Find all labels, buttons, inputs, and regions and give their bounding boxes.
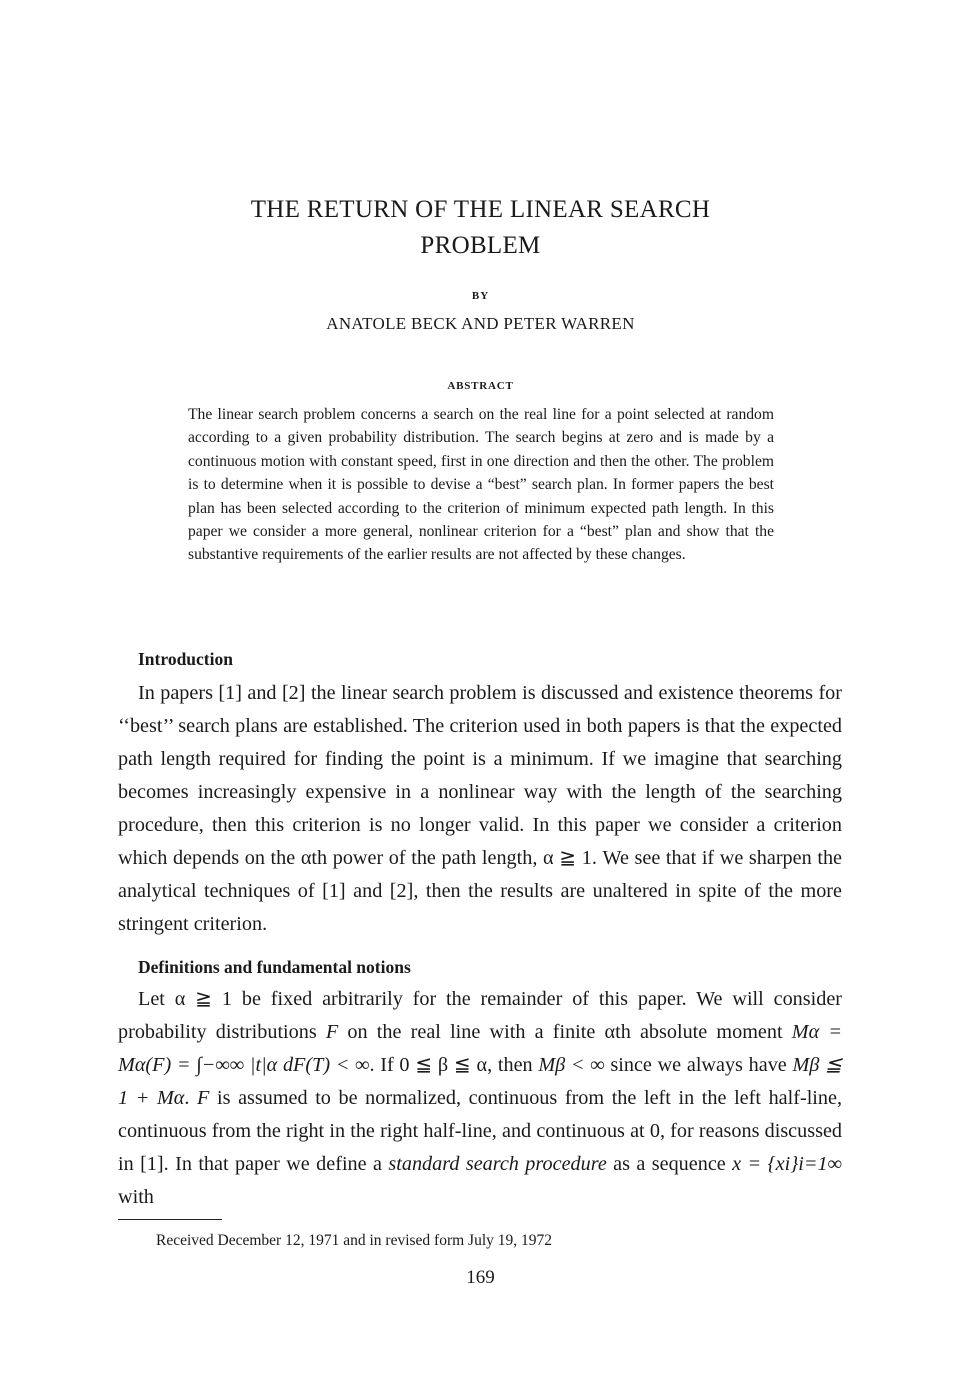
definitions-heading: Definitions and fundamental notions	[138, 957, 411, 977]
inequality-formula: Mβ ≦ 1 + Mα	[118, 1054, 842, 1109]
by-label: BY	[471, 290, 490, 302]
introduction-heading: Introduction	[138, 649, 233, 669]
abstract-heading: ABSTRACT	[447, 380, 514, 392]
definitions-section	[118, 983, 842, 1214]
definitions-text-3: . If 0 ≦ β ≦ α, then	[369, 1054, 539, 1076]
footnote-rule	[118, 1219, 222, 1220]
sequence-formula: x = {xi}i=1∞	[732, 1153, 842, 1175]
footnote: Received December 12, 1971 and in revised form July 19, 1972	[156, 1232, 553, 1249]
introduction-section	[118, 677, 842, 941]
abstract-text: The linear search problem concerns a search on the real line for a point selected at random according to a given probability distribution. The search begins at zero and is made by a continuous motion with constant speed, first in one direction and then the other. The problem is to determine when it is possible to devise a “best” search plan. In former papers the best plan has been selected according to the criterion of minimum expected path length. In this paper we consider a more general, nonlinear criterion for a “best” plan and show that the substantive requirements of the earlier results are not affected by these changes.	[188, 406, 774, 564]
definitions-text-6: is assumed to be normalized, continuous from the left in the left half-line, continuous from the right in the right half-line, and continuous at 0, for reasons discussed in [1]. In that paper we define a	[118, 1087, 843, 1175]
standard-search-procedure-term: standard search procedure	[388, 1153, 607, 1175]
definitions-text-8: with	[118, 1186, 154, 1208]
introduction-paragraph: In papers [1] and [2] the linear search problem is discussed and existence theorems for ‘‘best’’ search plans are established. The criterion used in both papers is that the expected path length required for finding the point is a minimum. If we imagine that searching becomes increasingly expensive in a nonlinear way with the length of the searching procedure, then this criterion is no longer valid. In this paper we consider a criterion which depends on the αth power of the path length, α ≧ 1. We see that if we sharpen the analytical techniques of [1] and [2], then the results are unaltered in spite of the more stringent criterion.	[118, 682, 842, 935]
paper-title-line-2: PROBLEM	[420, 232, 541, 259]
page-number: 169	[466, 1267, 495, 1288]
definitions-text-1: Let α ≧ 1 be fixed arbitrarily for the remainder of this paper. We will consider probability distributions	[118, 988, 842, 1043]
abstract	[188, 403, 774, 567]
variable-f: F	[325, 1021, 339, 1043]
paper-title-line-1: THE RETURN OF THE LINEAR SEARCH	[250, 196, 711, 223]
authors: ANATOLE BECK AND PETER WARREN	[326, 314, 635, 333]
variable-f-2: F	[197, 1087, 210, 1109]
definitions-text-4: since we always have	[604, 1054, 793, 1076]
moment-formula: Mα = Mα(F) = ∫−∞∞ |t|α dF(T) < ∞	[118, 1021, 842, 1076]
definitions-text-5: .	[184, 1087, 198, 1109]
definitions-paragraph	[118, 983, 842, 1214]
m-beta-formula: Mβ < ∞	[538, 1054, 605, 1076]
definitions-text-7: as a sequence	[606, 1153, 733, 1175]
definitions-text-2: on the real line with a finite αth absolute moment	[338, 1021, 792, 1043]
